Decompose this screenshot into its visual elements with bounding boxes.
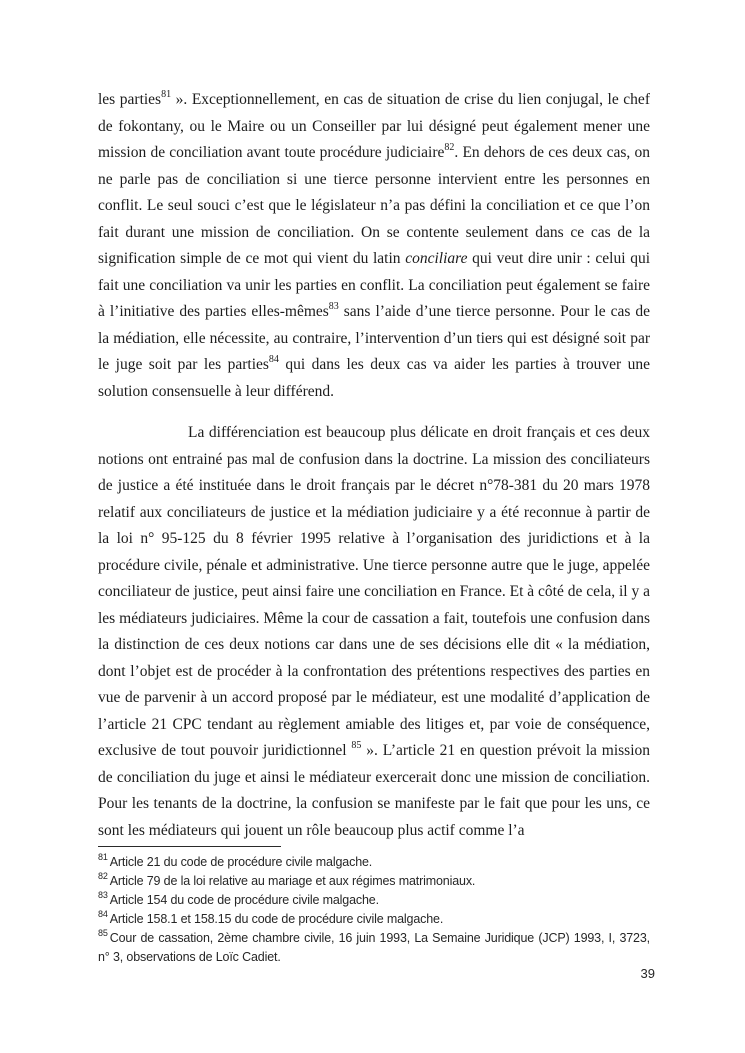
footnote-text: Article 158.1 et 158.15 du code de procédure civile malgache. [109,912,444,926]
footnote-reference: 82 [444,141,455,153]
footnote-reference: 84 [268,353,279,365]
footnote [98,929,650,967]
text-run: qui dans les deux cas va aider les parties à trouver une solution consensuelle à leur différend. [98,356,650,400]
footnote [98,891,650,910]
footnote-text: Article 79 de la loi relative au mariage et aux régimes matrimoniaux. [109,874,476,888]
footnote-reference: 81 [161,88,172,100]
text-run: qui veut dire unir : celui qui fait une conciliation va unir les parties en conflit. La conciliation peut également se faire à l’initiative des parties elles-mêmes [98,250,650,320]
footnote-number: 81 [98,851,108,862]
footnote [98,853,650,872]
italic-term: conciliare [405,250,468,267]
text-run: sans l’aide d’une tierce personne. Pour le cas de la médiation, elle nécessite, au contraire, l’intervention d’un tiers qui est désigné soit par le juge soit par les parties [98,303,650,373]
footnote [98,872,650,891]
footnote-number: 82 [98,870,108,881]
footnote-reference: 83 [328,300,339,312]
text-run: ». L’article 21 en question prévoit la mission de conciliation du juge et ainsi le médiateur exercerait donc une mission de conciliation. Pour les tenants de la doctrine, la confusion se manifeste par le fait que pour les uns, ce sont les médiateurs qui jouent un rôle beaucoup plus actif comme l’a [98,742,650,839]
footnote-number: 85 [98,927,108,938]
body-text [98,87,650,845]
text-run: La différenciation est beaucoup plus délicate en droit français et ces deux notions ont entrainé pas mal de confusion dans la doctrine. La mission des conciliateurs de justice a été instituée dans le droit français par le décret n°78-381 du 20 mars 1978 relatif aux conciliateurs de justice et la médiation judiciaire y a été reconnue à partir de la loi n° 95-125 du 8 février 1995 relative à l’organisation des juridictions et à la procédure civile, pénale et administrative. Une tierce personne autre que le juge, appelée conciliateur de justice, peut ainsi faire une conciliation en France. Et à côté de cela, il y a les médiateurs judiciaires. Même la cour de cassation a fait, toutefois une confusion dans la distinction de ces deux notions car dans une de ses décisions elle dit « la médiation, dont l’objet est de procéder à la confrontation des prétentions respectives des parties en vue de parvenir à un accord proposé par le médiateur, est une modalité d’application de l’article 21 CPC tendant au règlement amiable des litiges et, par voie de conséquence, exclusive de tout pouvoir juridictionnel [98,424,650,759]
body-paragraph [98,87,650,405]
footnote-number: 83 [98,889,108,900]
footnote-text: Article 21 du code de procédure civile malgache. [109,855,373,869]
footnote-text: Cour de cassation, 2ème chambre civile, 16 juin 1993, La Semaine Juridique (JCP) 1993, I, 3723, n° 3, observations de Loïc Cadiet. [98,931,650,964]
text-run: ». Exceptionnellement, en cas de situation de crise du lien conjugal, le chef de fokontany, ou le Maire ou un Conseiller par lui désigné peut également mener une mission de conciliation avant toute procédure judiciaire [98,91,650,161]
footnote-text: Article 154 du code de procédure civile malgache. [109,893,379,907]
footnote-section [98,846,650,967]
text-run: . En dehors de ces deux cas, on ne parle pas de conciliation si une tierce personne intervient entre les personnes en conflit. Le seul souci c’est que le législateur n’a pas défini la conciliation et ce que l’on fait durant une mission de conciliation. On se contente seulement dans ce cas de la signification simple de ce mot qui vient du latin [98,144,650,267]
footnote-number: 84 [98,908,108,919]
page-number: 39 [640,966,655,981]
footnote-reference: 85 [351,739,362,751]
footnote-separator [98,846,281,847]
text-run: les parties [98,91,162,108]
footnote [98,910,650,929]
body-paragraph [98,420,650,844]
footnotes-list [98,853,650,967]
